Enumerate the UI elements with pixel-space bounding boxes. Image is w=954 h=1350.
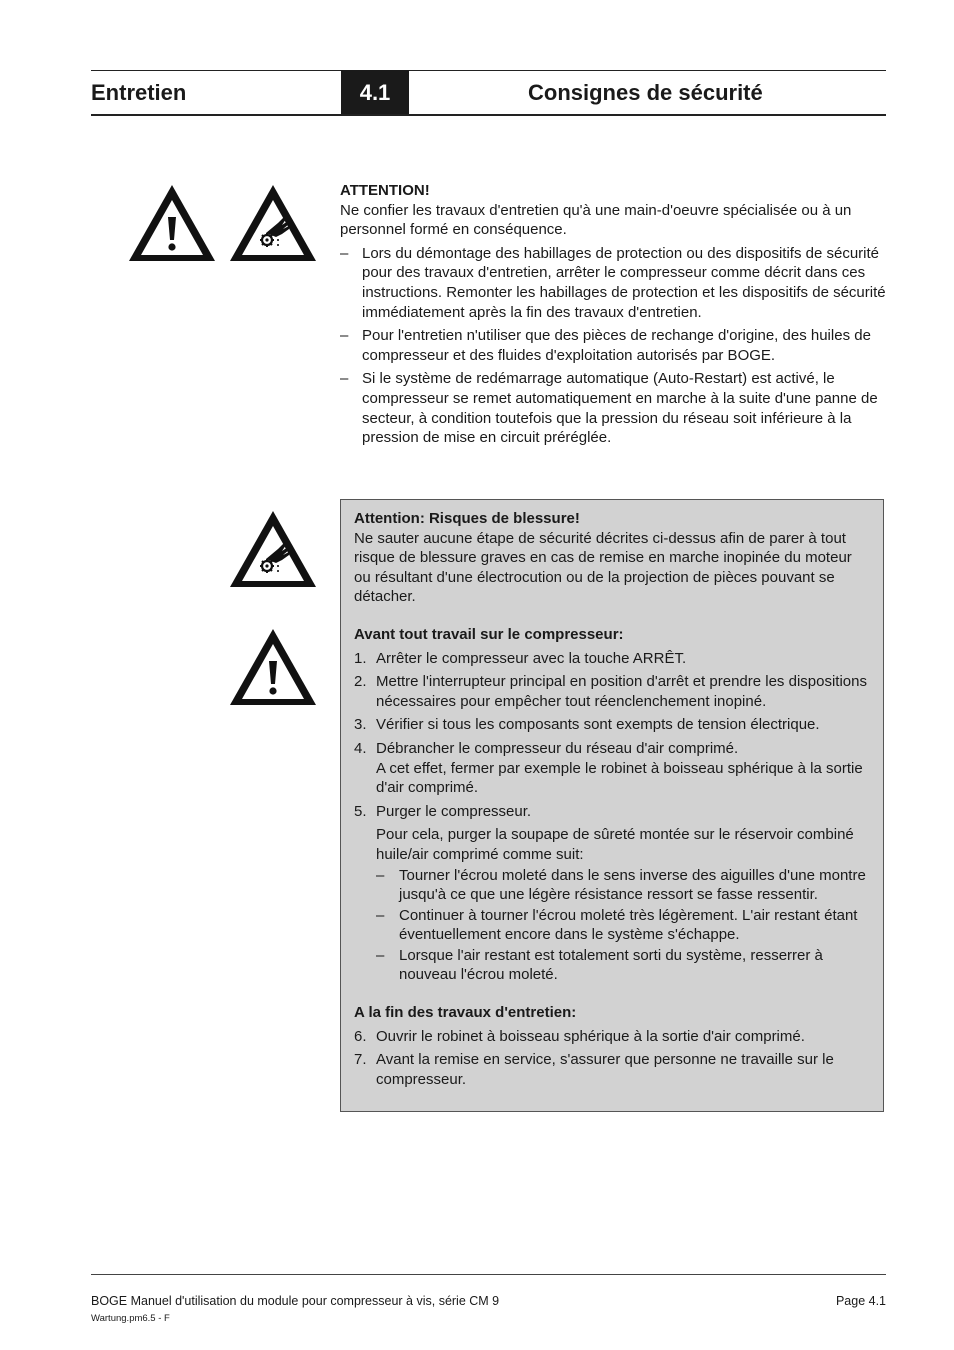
warning-exclamation-icon — [127, 183, 217, 263]
box-title: Attention: Risques de blessure! — [354, 510, 580, 527]
list-item: – Pour l'entretien n'utiliser que des pièces de rechange d'origine, des huiles de compresseur et des fluides d'exploitation autorisés par BOGE. — [340, 327, 871, 364]
footer-rule — [91, 1274, 886, 1275]
list-item: – Si le système de redémarrage automatique (Auto-Restart) est activé, le compresseur se remet automatiquement en marche à la suite d'une panne de secteur, à condition toutefois que la pression du réseau soit inférieure à la pression de mise en circuit préréglée. — [340, 370, 878, 447]
warning-exclamation-icon — [228, 627, 318, 707]
footer-file-name: Wartung.pm6.5 - F — [91, 1313, 170, 1324]
list-item: – Continuer à tourner l'écrou moleté très légèrement. L'air restant étant éventuellement encore dans le système s'échappe. — [376, 906, 858, 944]
list-item: – Tourner l'écrou moleté dans le sens inverse des aiguilles d'une montre jusqu'à ce que une légère résistance ressort se fasse ressentir. — [376, 866, 866, 904]
list-item: – Lors du démontage des habillages de protection ou des dispositifs de sécurité pour des travaux d'entretien, arrêter le compresseur comme décrit dans ces instructions. Remonter les habillages de protection et les dispositifs de sécurité immédiatement après la fin des travaux d'entretien. — [340, 244, 886, 321]
before-work-title: Avant tout travail sur le compresseur: — [354, 625, 624, 643]
list-item: 4. Débrancher le compresseur du réseau d'air comprimé. A cet effet, fermer par exemple le robinet à boisseau sphérique à la sortie d'air comprimé. — [354, 739, 863, 797]
box-intro: Ne sauter aucune étape de sécurité décrites ci-dessus afin de parer à tout risque de blessure graves en cas de remise en marche inopinée du moteur ou résultant d'une électrocution ou de la projection de pièces pouvant se détacher. — [354, 529, 852, 606]
section-number: 4.1 — [341, 70, 409, 115]
list-item: 1. Arrêter le compresseur avec la touche ARRÊT. — [354, 649, 687, 667]
list-item: 7. Avant la remise en service, s'assurer que personne ne travaille sur le compresseur. — [354, 1051, 834, 1088]
hand-gear-hazard-icon — [228, 183, 318, 263]
list-item: – Lorsque l'air restant est totalement sorti du système, resserrer à nouveau l'écrou moleté. — [376, 946, 823, 984]
safety-box — [340, 499, 884, 1112]
attention-title: ATTENTION! — [340, 182, 430, 199]
attention-intro: Ne confier les travaux d'entretien qu'à une main-d'oeuvre spécialisée ou à un personnel formé en conséquence. — [340, 201, 852, 239]
list-item: 2. Mettre l'interrupteur principal en position d'arrêt et prendre les dispositions nécessaires pour empêcher tout réenclenchement inopiné. — [354, 673, 867, 710]
hand-gear-hazard-icon — [228, 509, 318, 589]
page-title: Consignes de sécurité — [528, 80, 763, 105]
list-item: 3. Vérifier si tous les composants sont exempts de tension électrique. — [354, 716, 820, 734]
page-number: Page 4.1 — [835, 1294, 886, 1308]
attention-section — [340, 181, 886, 448]
header-bottom-rule — [91, 114, 886, 116]
list-item: 6. Ouvrir le robinet à boisseau sphérique à la sortie d'air comprimé. — [354, 1027, 805, 1045]
footer-manual-title: BOGE Manuel d'utilisation du module pour compresseur à vis, série CM 9 — [91, 1294, 500, 1308]
header-top-rule — [91, 70, 886, 71]
after-work-title: A la fin des travaux d'entretien: — [354, 1004, 577, 1022]
list-item: 5. Purger le compresseur. Pour cela, purger la soupape de sûreté montée sur le réservoir combiné huile/air comprimé comme suit: — [354, 802, 854, 863]
purge-sub-list — [376, 866, 872, 986]
section-label: Entretien — [91, 80, 187, 105]
